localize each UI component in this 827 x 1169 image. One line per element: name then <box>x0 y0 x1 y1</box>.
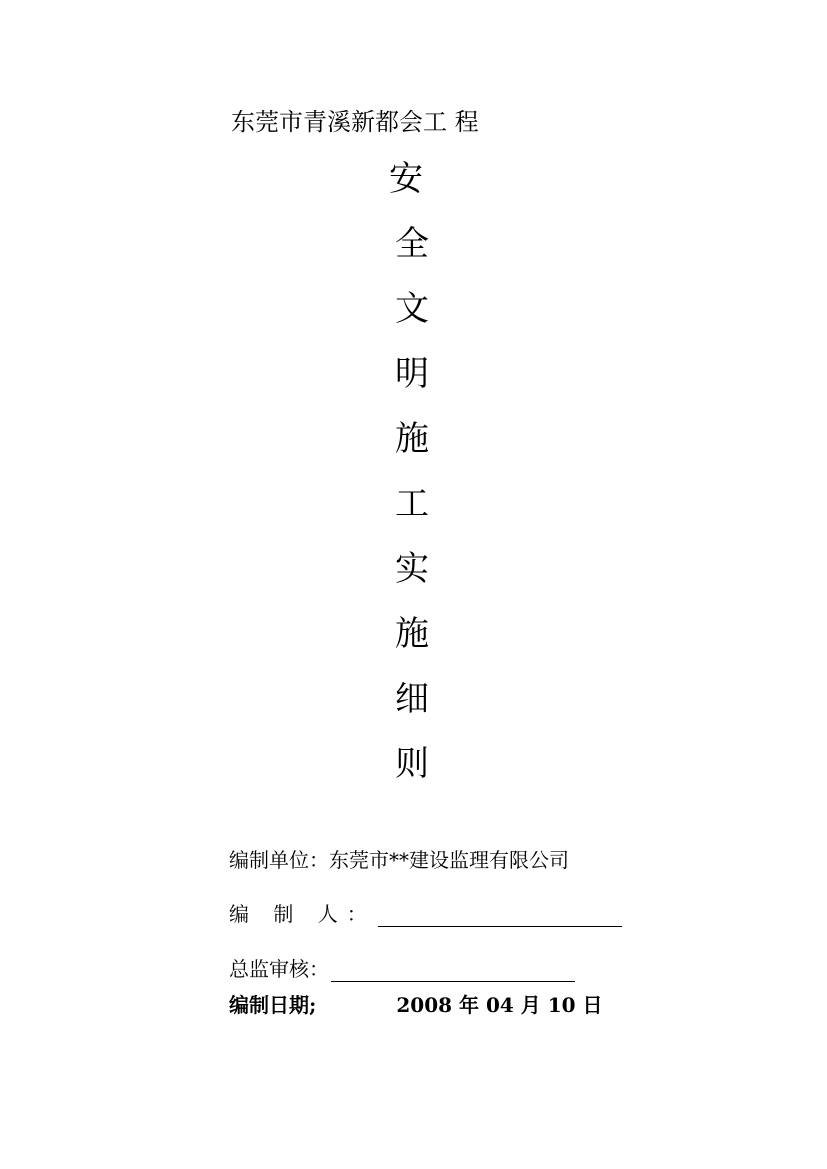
compiler-unit-value: 东莞市**建设监理有限公司 <box>329 848 569 872</box>
main-title-char: 安 <box>389 159 423 199</box>
main-title-char: 细 <box>395 679 429 719</box>
compiler-unit-row <box>229 846 569 874</box>
main-title-char: 工 <box>395 484 429 524</box>
main-title-char: 施 <box>395 614 429 654</box>
project-title: 东莞市青溪新都会工 程 <box>231 108 479 136</box>
main-title-char: 施 <box>395 419 429 459</box>
compile-date-label: 编制日期; <box>229 993 317 1017</box>
compile-date-value: 2008 年 04 月 10 日 <box>396 993 603 1017</box>
main-title-char: 全 <box>395 224 429 264</box>
compiler-unit-label: 编制单位： <box>229 848 329 872</box>
main-title-char: 明 <box>395 354 429 394</box>
compile-date-row <box>229 991 603 1019</box>
compiler-person-row <box>229 900 622 928</box>
chief-review-row <box>229 955 575 983</box>
compiler-person-blank <box>378 906 622 927</box>
main-title-char: 实 <box>395 549 429 589</box>
chief-review-blank <box>331 961 575 982</box>
chief-review-label: 总监审核： <box>229 957 329 981</box>
main-title-char: 文 <box>395 289 429 329</box>
main-title-vertical <box>388 152 436 802</box>
main-title-char: 则 <box>395 744 429 784</box>
compiler-person-label: 编 制 人： <box>229 902 376 926</box>
